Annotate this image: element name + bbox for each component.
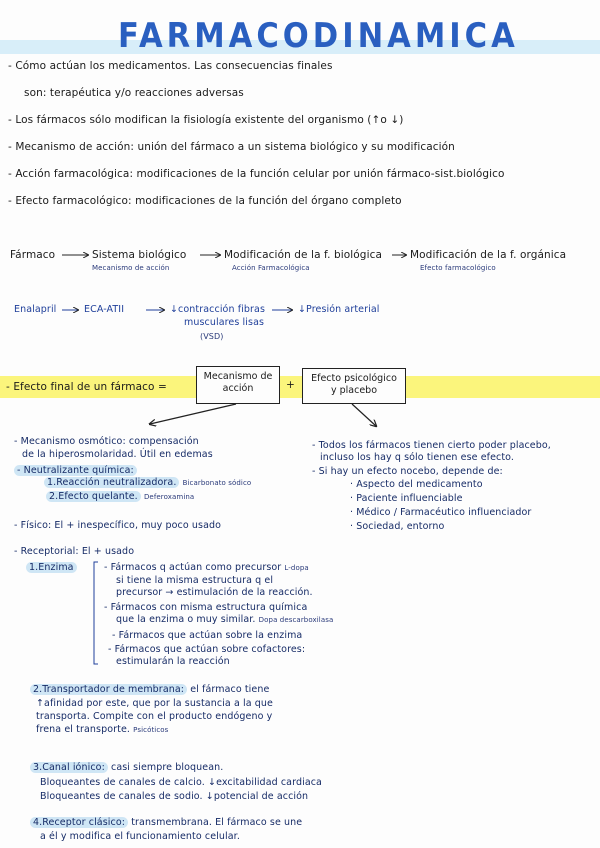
- enzima-c-line: - Fármacos que actúan sobre la enzima: [112, 630, 303, 641]
- quelante-text: 2.Efecto quelante.: [46, 491, 141, 502]
- branch-arrow-right: [352, 404, 376, 426]
- canal-label: 3.Canal iónico:: [30, 762, 108, 773]
- intro-line-3: - Los fármacos sólo modifican la fisiología existente del organismo (↑o ↓): [8, 114, 404, 126]
- transportador-example: Psicóticos: [133, 726, 169, 734]
- receptor-label: 4.Receptor clásico:: [30, 817, 128, 828]
- mecanismo-box-label: Mecanismo de acción: [203, 371, 273, 394]
- flow-sub-accion: Acción Farmacológica: [232, 264, 310, 272]
- transportador-line-2: ↑afinidad por este, que por la sustancia a la que: [36, 698, 273, 709]
- placebo-box-label: Efecto psicológico y placebo: [311, 373, 397, 396]
- intro-line-1: - Cómo actúan los medicamentos. Las consecuencias finales: [8, 60, 333, 72]
- transportador-text-4: frena el transporte.: [36, 724, 131, 735]
- enzima-b-text: que la enzima o muy similar.: [116, 614, 256, 625]
- flow-sub-mecanismo: Mecanismo de acción: [92, 264, 170, 272]
- flow-mod-funcion: Modificación de la f. biológica: [224, 249, 382, 261]
- example-enalapril: Enalapril: [14, 304, 57, 315]
- neutralizante-text: - Neutralizante química:: [14, 465, 137, 476]
- fisico-line: - Físico: El + inespecífico, muy poco usado: [14, 520, 222, 531]
- enzima-a-line-2: si tiene la misma estructura q el: [116, 575, 274, 586]
- enzima-d-line-2: estimularán la reacción: [116, 656, 230, 667]
- example-vsd: (VSD): [200, 332, 224, 341]
- placebo-line-1: - Todos los fármacos tienen cierto poder placebo,: [312, 440, 551, 451]
- quelante-example: Deferoxamina: [143, 493, 195, 501]
- enzima-a-example: L-dopa: [284, 564, 309, 572]
- nocebo-item-3: · Médico / Farmacéutico influenciador: [350, 507, 532, 518]
- flow-farmaco: Fármaco: [10, 249, 56, 261]
- intro-line-2: son: terapéutica y/o reacciones adversas: [24, 87, 244, 99]
- flow-mod-organica: Modificación de la f. orgánica: [410, 249, 567, 261]
- example-contraccion-1: ↓contracción fibras: [170, 304, 265, 315]
- reaccion-neutra-text: 1.Reacción neutralizadora.: [44, 477, 179, 488]
- reaccion-neutra-example: Bicarbonato sódico: [182, 479, 252, 487]
- transportador-rest: el fármaco tiene: [190, 684, 270, 695]
- enzima-a-text: - Fármacos q actúan como precursor: [104, 562, 282, 573]
- enzima-a-line-3: precursor → estimulación de la reacción.: [116, 587, 313, 598]
- enzima-text: 1.Enzima: [26, 562, 77, 573]
- osmotico-line-1: - Mecanismo osmótico: compensación: [14, 436, 199, 447]
- flow-sub-efecto: Efecto farmacológico: [420, 264, 496, 272]
- receptor-line-2: a él y modifica el funcionamiento celular.: [40, 831, 240, 842]
- enzima-brace: [94, 562, 98, 664]
- canal-b-line: Bloqueantes de canales de sodio. ↓potencial de acción: [40, 791, 309, 802]
- canal-a-line: Bloqueantes de canales de calcio. ↓excitabilidad cardiaca: [40, 777, 322, 788]
- enzima-b-line-1: - Fármacos con misma estructura química: [104, 602, 308, 613]
- example-presion: ↓Presión arterial: [298, 304, 380, 315]
- nocebo-item-4: · Sociedad, entorno: [350, 521, 445, 532]
- canal-rest: casi siempre bloquean.: [111, 762, 224, 773]
- osmotico-line-2: de la hiperosmolaridad. Útil en edemas: [22, 449, 213, 460]
- flow-sistema: Sistema biológico: [92, 249, 187, 261]
- intro-line-4: - Mecanismo de acción: unión del fármaco a un sistema biológico y su modificación: [8, 141, 455, 153]
- page-title: FARMACODINAMICA: [118, 16, 519, 56]
- placebo-line-2: incluso los hay q sólo tienen ese efecto.: [320, 452, 515, 463]
- enzima-b-example: Dopa descarboxilasa: [258, 616, 334, 624]
- plus-sign: +: [286, 379, 295, 391]
- branch-arrow-left: [150, 404, 236, 424]
- efecto-final-label: - Efecto final de un fármaco =: [6, 381, 167, 393]
- nocebo-item-1: · Aspecto del medicamento: [350, 479, 483, 490]
- example-eca: ECA-ATII: [84, 304, 125, 315]
- nocebo-item-2: · Paciente influenciable: [350, 493, 463, 504]
- nocebo-line: - Si hay un efecto nocebo, depende de:: [312, 466, 503, 477]
- receptorial-line: - Receptorial: El + usado: [14, 546, 135, 557]
- intro-line-6: - Efecto farmacológico: modificaciones de la función del órgano completo: [8, 195, 402, 207]
- receptor-rest: transmembrana. El fármaco se une: [131, 817, 303, 828]
- transportador-label: 2.Transportador de membrana:: [30, 684, 187, 695]
- example-contraccion-2: musculares lisas: [184, 317, 265, 328]
- intro-line-5: - Acción farmacológica: modificaciones de la función celular por unión fármaco-sist.biológico: [8, 168, 505, 180]
- transportador-line-3: transporta. Compite con el producto endógeno y: [36, 711, 273, 722]
- enzima-d-line-1: - Fármacos que actúan sobre cofactores:: [108, 644, 306, 655]
